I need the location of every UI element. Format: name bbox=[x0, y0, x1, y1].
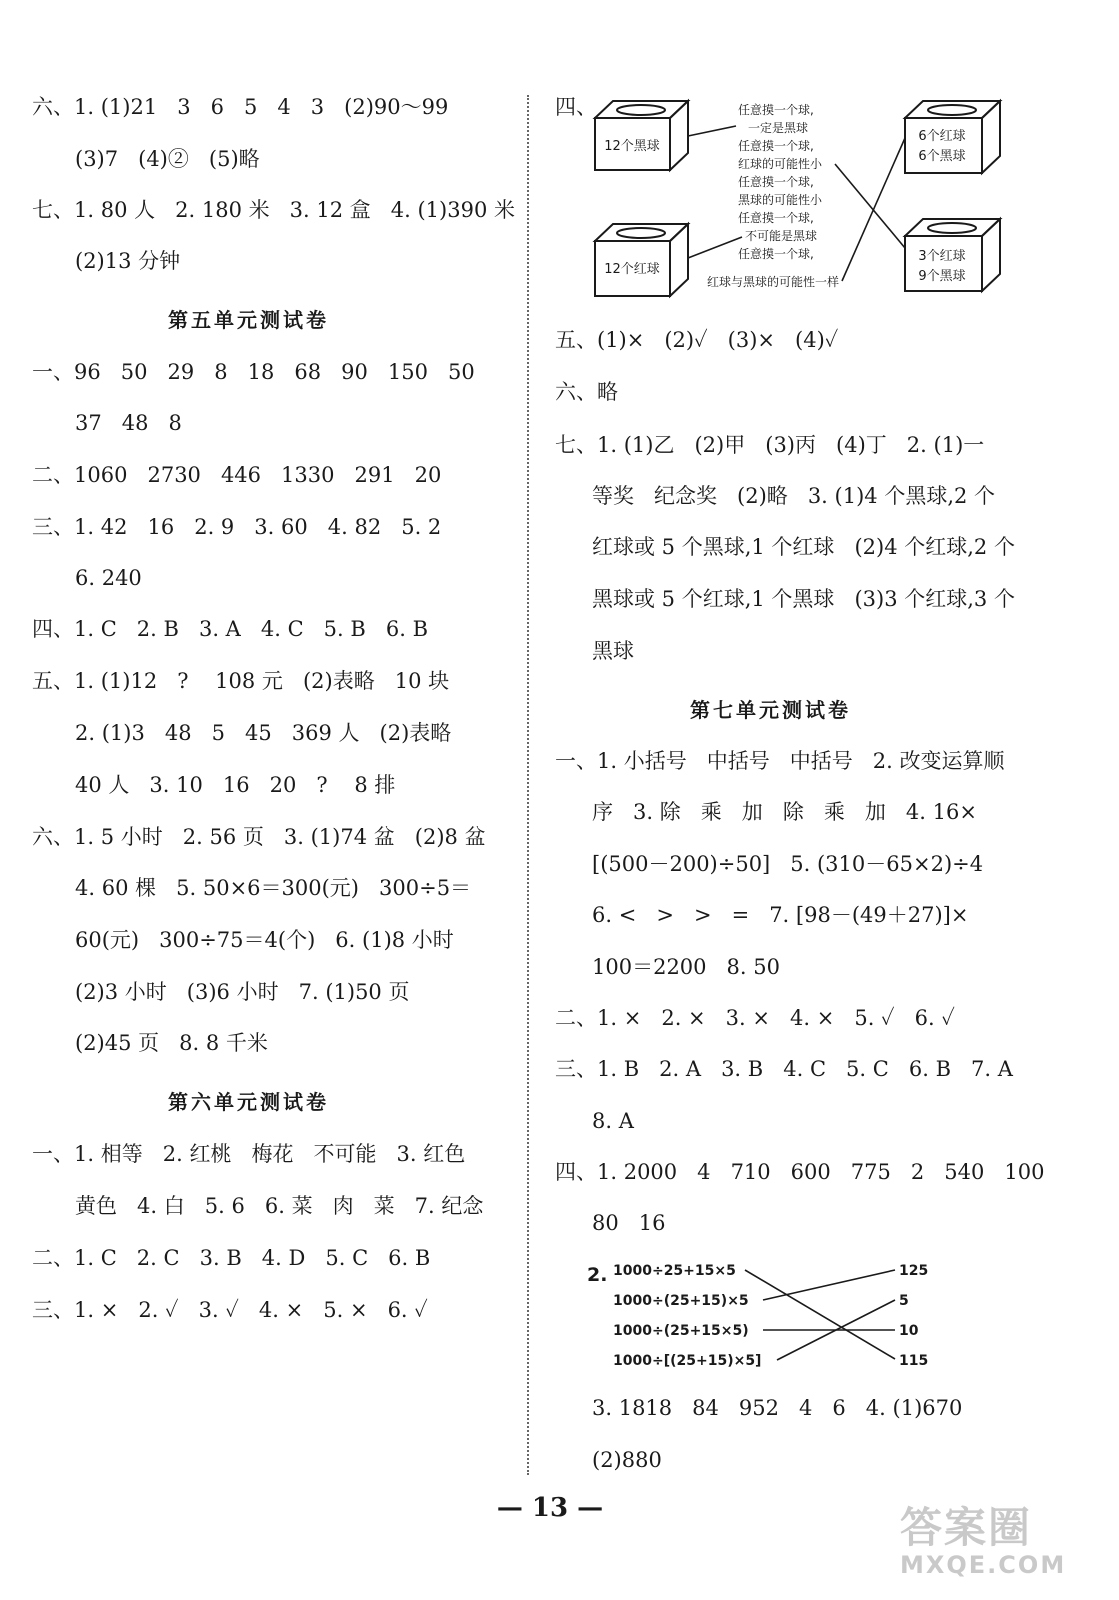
box-right-top-label: 6个红球 bbox=[918, 129, 966, 144]
question-label: 四、 bbox=[555, 95, 597, 119]
statement: 任意摸一个球, bbox=[738, 175, 814, 189]
answer-line: 黑球 bbox=[592, 639, 634, 663]
answer-line: 8. A bbox=[592, 1109, 634, 1133]
answer-line: 6. < > > = 7. [98－(49＋27)]× bbox=[592, 903, 969, 927]
page-number: — 13 — bbox=[496, 1493, 604, 1523]
statement: 任意摸一个球, bbox=[738, 139, 814, 153]
answer-line: 二、1060 2730 446 1330 291 20 bbox=[32, 463, 442, 487]
answer-line: 100＝2200 8. 50 bbox=[592, 955, 780, 979]
watermark-text: 答案圈 bbox=[900, 1503, 1033, 1552]
answer-line: (2)3 小时 (3)6 小时 7. (1)50 页 bbox=[75, 980, 410, 1004]
answer-line: [(500－200)÷50] 5. (310－65×2)÷4 bbox=[592, 852, 984, 876]
answer-line: 一、1. 小括号 中括号 中括号 2. 改变运算顺 bbox=[555, 749, 1005, 773]
answer-line: 序 3. 除 乘 加 除 乘 加 4. 16× bbox=[592, 800, 977, 824]
answer-line: 3. 1818 84 952 4 6 4. (1)670 bbox=[592, 1396, 963, 1420]
box-left-bottom bbox=[595, 224, 688, 296]
answer-line: 七、1. (1)乙 (2)甲 (3)丙 (4)丁 2. (1)一 bbox=[555, 433, 985, 457]
answer-line: 黄色 4. 白 5. 6 6. 菜 肉 菜 7. 纪念 bbox=[75, 1194, 484, 1218]
watermark-url: MXQE.COM bbox=[900, 1551, 1067, 1579]
statement: 任意摸一个球, bbox=[738, 247, 814, 261]
box-right-bottom-label: 9个黑球 bbox=[918, 269, 966, 284]
answer-line: (2)13 分钟 bbox=[75, 249, 181, 273]
answer-line: (2)45 页 8. 8 千米 bbox=[75, 1031, 268, 1055]
answer-line: 四、1. C 2. B 3. A 4. C 5. B 6. B bbox=[32, 617, 428, 641]
section-title: 第七单元测试卷 bbox=[690, 698, 851, 722]
answer-line: 60(元) 300÷75＝4(个) 6. (1)8 小时 bbox=[75, 928, 454, 952]
statement: 红球与黑球的可能性一样 bbox=[707, 275, 840, 289]
answer-line: 三、1. 42 16 2. 9 3. 60 4. 82 5. 2 bbox=[32, 515, 442, 539]
answer-line: 六、1. 5 小时 2. 56 页 3. (1)74 盆 (2)8 盆 bbox=[32, 825, 486, 849]
answer-line: 37 48 8 bbox=[75, 411, 182, 435]
answer-line: 六、1. (1)21 3 6 5 4 3 (2)90～99 bbox=[32, 95, 449, 119]
answer-line: 2. (1)3 48 5 45 369 人 (2)表略 bbox=[75, 721, 452, 745]
statement: 任意摸一个球, bbox=[738, 211, 814, 225]
answer-line: 二、1. C 2. C 3. B 4. D 5. C 6. B bbox=[32, 1246, 431, 1270]
answer-line: 三、1. B 2. A 3. B 4. C 5. C 6. B 7. A bbox=[555, 1057, 1013, 1081]
statement: 任意摸一个球, bbox=[738, 103, 814, 117]
answer-line: 七、1. 80 人 2. 180 米 3. 12 盒 4. (1)390 米 bbox=[32, 198, 515, 222]
answer-line: 一、96 50 29 8 18 68 90 150 50 bbox=[32, 360, 475, 384]
watermark-logo bbox=[900, 1505, 1100, 1595]
answer-line: 40 人 3. 10 16 20 ? 8 排 bbox=[75, 773, 396, 797]
answer-line: 五、(1)× (2)✓ (3)× (4)✓ bbox=[555, 328, 839, 352]
result: 5 bbox=[899, 1293, 909, 1309]
expression: 1000÷(25+15×5) bbox=[613, 1323, 749, 1339]
expression: 1000÷(25+15)×5 bbox=[613, 1293, 749, 1309]
answer-line: 黑球或 5 个红球,1 个黑球 (3)3 个红球,3 个 bbox=[592, 587, 1015, 611]
answer-line: 三、1. × 2. ✓ 3. ✓ 4. × 5. × 6. ✓ bbox=[32, 1298, 428, 1322]
box-left-bottom-label: 12个红球 bbox=[604, 262, 660, 277]
result: 125 bbox=[899, 1263, 929, 1279]
result: 115 bbox=[899, 1353, 929, 1369]
box-left-top bbox=[595, 101, 688, 170]
statement: 红球的可能性小 bbox=[738, 157, 823, 171]
answer-line: 二、1. × 2. × 3. × 4. × 5. ✓ 6. ✓ bbox=[555, 1006, 955, 1030]
statement: 一定是黑球 bbox=[748, 121, 809, 135]
section-title: 第五单元测试卷 bbox=[168, 308, 329, 332]
match-label: 2. bbox=[587, 1264, 608, 1286]
answer-line: 4. 60 棵 5. 50×6＝300(元) 300÷5＝ bbox=[75, 876, 472, 900]
result: 10 bbox=[899, 1323, 919, 1339]
statement: 不可能是黑球 bbox=[745, 229, 818, 243]
expression: 1000÷[(25+15)×5] bbox=[613, 1353, 762, 1369]
answer-line: 等奖 纪念奖 (2)略 3. (1)4 个黑球,2 个 bbox=[592, 484, 996, 508]
answer-line: 四、1. 2000 4 710 600 775 2 540 100 bbox=[555, 1160, 1045, 1184]
answer-line: 红球或 5 个黑球,1 个红球 (2)4 个红球,2 个 bbox=[592, 535, 1015, 559]
answer-line: 6. 240 bbox=[75, 566, 142, 590]
answer-line: 五、1. (1)12 ? 108 元 (2)表略 10 块 bbox=[32, 669, 450, 693]
section-title: 第六单元测试卷 bbox=[168, 1090, 329, 1114]
matching-diagram bbox=[590, 98, 1010, 303]
expression-matching bbox=[585, 1255, 945, 1375]
answer-line: (3)7 (4)② (5)略 bbox=[75, 147, 260, 171]
box-right-top-label: 6个黑球 bbox=[918, 149, 966, 164]
statement: 黑球的可能性小 bbox=[738, 193, 823, 207]
box-right-bottom-label: 3个红球 bbox=[918, 249, 966, 264]
column-divider bbox=[527, 95, 529, 1475]
answer-line: (2)880 bbox=[592, 1448, 662, 1472]
expression-match-lines bbox=[745, 1270, 895, 1360]
answer-line: 六、略 bbox=[555, 380, 618, 404]
answer-line: 80 16 bbox=[592, 1211, 666, 1235]
expression: 1000÷25+15×5 bbox=[613, 1263, 736, 1279]
answer-line: 一、1. 相等 2. 红桃 梅花 不可能 3. 红色 bbox=[32, 1142, 466, 1166]
box-left-top-label: 12个黑球 bbox=[604, 139, 660, 154]
